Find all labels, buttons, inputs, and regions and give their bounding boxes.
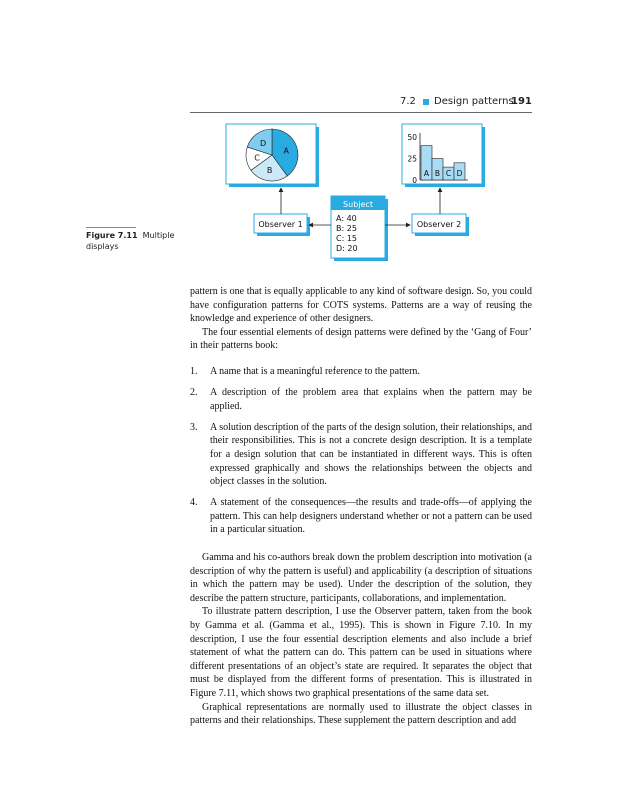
- section-number: 7.2: [400, 96, 416, 107]
- pie-label-d: D: [260, 138, 267, 148]
- observer2-label: Observer 2: [416, 220, 462, 229]
- pie-chart: [246, 129, 298, 181]
- bar-category-label: A: [423, 169, 430, 178]
- list-item: 2. A description of the problem area that explains when the pattern may be applied.: [190, 387, 532, 412]
- paragraph-3: Gamma and his co-authors break down the problem description into motivation (a description of why the pattern is useful) and applicability (a description of situations in which the pattern may be used). Under the description of the solution, they describe the pattern structure, participants, collaborations, and implementation.: [190, 552, 532, 604]
- observer1-label: Observer 1: [258, 220, 303, 229]
- bar-category-label: C: [445, 169, 452, 178]
- paragraph-2: The four essential elements of design patterns were defined by the ‘Gang of Four’ in their patterns book:: [190, 326, 532, 352]
- subject-rows: [336, 214, 358, 253]
- caption-rule: [86, 227, 136, 228]
- pie-label-b: B: [266, 165, 273, 175]
- list-item: 4. A statement of the consequences—the results and trade-offs—of applying the pattern. This can help designers understand whether or not a pattern can be used in a particular situation.: [190, 497, 532, 536]
- body-text: [190, 285, 532, 728]
- subject-row: B: 25: [336, 224, 357, 233]
- paragraph-5: Graphical representations are normally used to illustrate the object classes in patterns and their relationships. These supplement the pattern description and add: [190, 701, 532, 727]
- bar-category-label: D: [456, 169, 463, 178]
- caption-label: Figure 7.11: [86, 231, 138, 240]
- chapter-title: Design patterns: [434, 96, 514, 107]
- list-item: 3. A solution description of the parts of the design solution, their relationships, and their responsibilities. This is not a concrete design description. It is a template for a design solution that can be instantiated in different ways. This is often expressed graphically and shows the relationships between the objects and object classes in the solution.: [190, 421, 532, 488]
- list-item: 1. A name that is a meaningful reference to the pattern.: [190, 365, 420, 377]
- pie-label-a: A: [283, 146, 290, 156]
- subject-row: D: 20: [336, 244, 358, 253]
- caption-text: Multiple displays: [86, 231, 175, 251]
- bar-tick-label: 0: [412, 176, 417, 185]
- subject-row: A: 40: [336, 214, 357, 223]
- bar-tick-label: 50: [407, 133, 417, 142]
- subject-title: Subject: [343, 200, 373, 209]
- paragraph-1: pattern is one that is equally applicable to any kind of software design. So, you could have configuration patterns for COTS systems. Patterns are a way of reusing the knowledge and experience of other designers.: [190, 286, 532, 325]
- elements-list: [190, 365, 532, 537]
- bar-category-label: B: [434, 169, 441, 178]
- subject-row: C: 15: [336, 234, 358, 243]
- pie-label-c: C: [254, 153, 260, 163]
- bar-tick-label: 25: [407, 154, 417, 164]
- paragraph-4: To illustrate pattern description, I use the Observer pattern, taken from the book by Gamma et al. (Gamma et al., 1995). This is shown in Figure 7.10. In my description, I use the four essential description elements and also include a brief statement of what the pattern can do. This pattern can be used in situations where different presentations of an object’s state are required. It separates the object that must be displayed from the different forms of presentation. This is illustrated in Figure 7.11, which shows two graphical presentations of the same data set.: [190, 606, 532, 699]
- figure-caption: [86, 230, 206, 252]
- page-number: 191: [511, 96, 532, 107]
